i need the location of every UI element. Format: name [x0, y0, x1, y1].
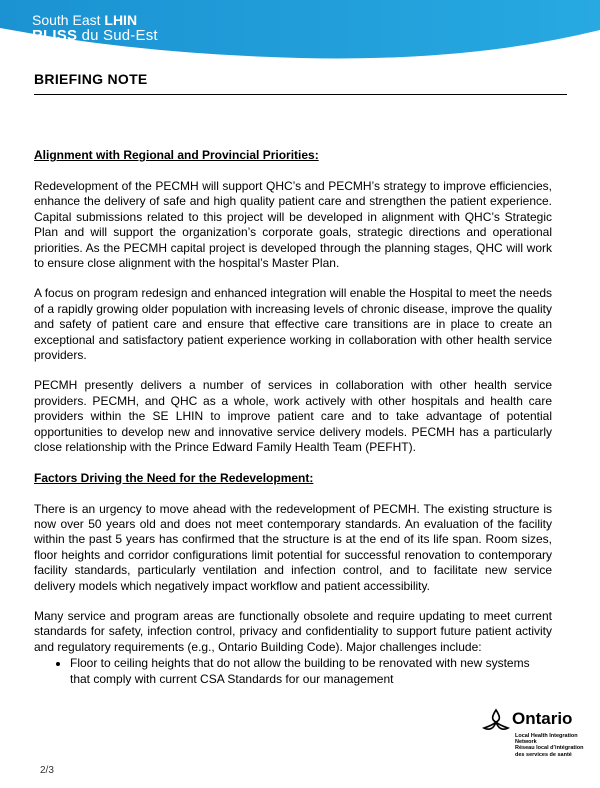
title-divider [34, 94, 567, 95]
paragraph: Redevelopment of the PECMH will support QHC’s and PECMH’s strategy to improve efficiencies, enhance the delivery of safe and high quality patient care and strengthen the patient experience. Capital submissions related to this project will be developed in alignment with QHC’s Strategic Plan and will support the organization’s corporate goals, strategic directions and operational priorities. As the PECMH capital project is developed through the planning stages, QHC will work to ensure close alignment with the hospital’s Master Plan. [34, 179, 552, 271]
network-en-line1: Local Health Integration [515, 733, 578, 739]
paragraph: PECMH presently delivers a number of services in collaboration with other health service providers. PECMH, and QHC as a whole, work actively with other hospitals and health care providers within the SE LHIN to improve patient care and to take advantage of potential opportunities to develop new and innovative service delivery models. PECMH has a particularly close relationship with the Prince Edward Family Health Team (PEFHT). [34, 378, 552, 455]
paragraph: Many service and program areas are functionally obsolete and require updating to meet current standards for safety, infection control, privacy and confidentiality to support future patient activity and regulatory requirements (e.g., Ontario Building Code). Major challenges include: [34, 608, 552, 654]
network-caption [515, 733, 585, 758]
network-fr-line1: Réseau local d’intégration [515, 745, 584, 752]
network-en-line2: Network [515, 739, 537, 746]
logo-text-region-fr: du Sud-Est [81, 27, 158, 44]
logo-text-region: South East [32, 12, 101, 28]
section-heading-alignment: Alignment with Regional and Provincial Priorities: [34, 148, 319, 162]
logo-text-lhin: LHIN [104, 12, 138, 28]
document-body [34, 148, 552, 687]
page-title: BRIEFING NOTE [34, 71, 148, 87]
trillium-icon [482, 708, 510, 734]
bullet-list [34, 656, 552, 687]
logo-text-rliss: RLISS [32, 27, 78, 44]
lhin-logo [32, 12, 158, 44]
header-band [0, 0, 600, 64]
list-item: • Floor to ceiling heights that do not allow the building to be renovated with new systems that comply with current CSA Standards for our management [70, 656, 552, 687]
section-heading-factors: Factors Driving the Need for the Redevelopment: [34, 470, 314, 485]
network-fr-line2: des services de santé [515, 751, 572, 758]
page-number: 2/3 [40, 765, 54, 776]
paragraph: A focus on program redesign and enhanced integration will enable the Hospital to meet the needs of a rapidly growing older population with increasing levels of chronic disease, improve the quality and safety of patient care and ensure that effective care transitions are in place to create an exceptional and satisfactory patient experience working in collaboration with other health service providers. [34, 286, 552, 363]
paragraph: There is an urgency to move ahead with the redevelopment of PECMH. The existing structure is now over 50 years old and does not meet contemporary standards. An evaluation of the facility within the past 5 years has confirmed that the structure is at the end of its life span. Room sizes, floor heights and corridor configurations limit potential for successful renovation to contemporary facility standards, particularly ventilation and infection control, and to facilitate new service delivery models which negatively impact workflow and patient accessibility. [34, 501, 552, 593]
ontario-wordmark: Ontario [512, 709, 573, 728]
